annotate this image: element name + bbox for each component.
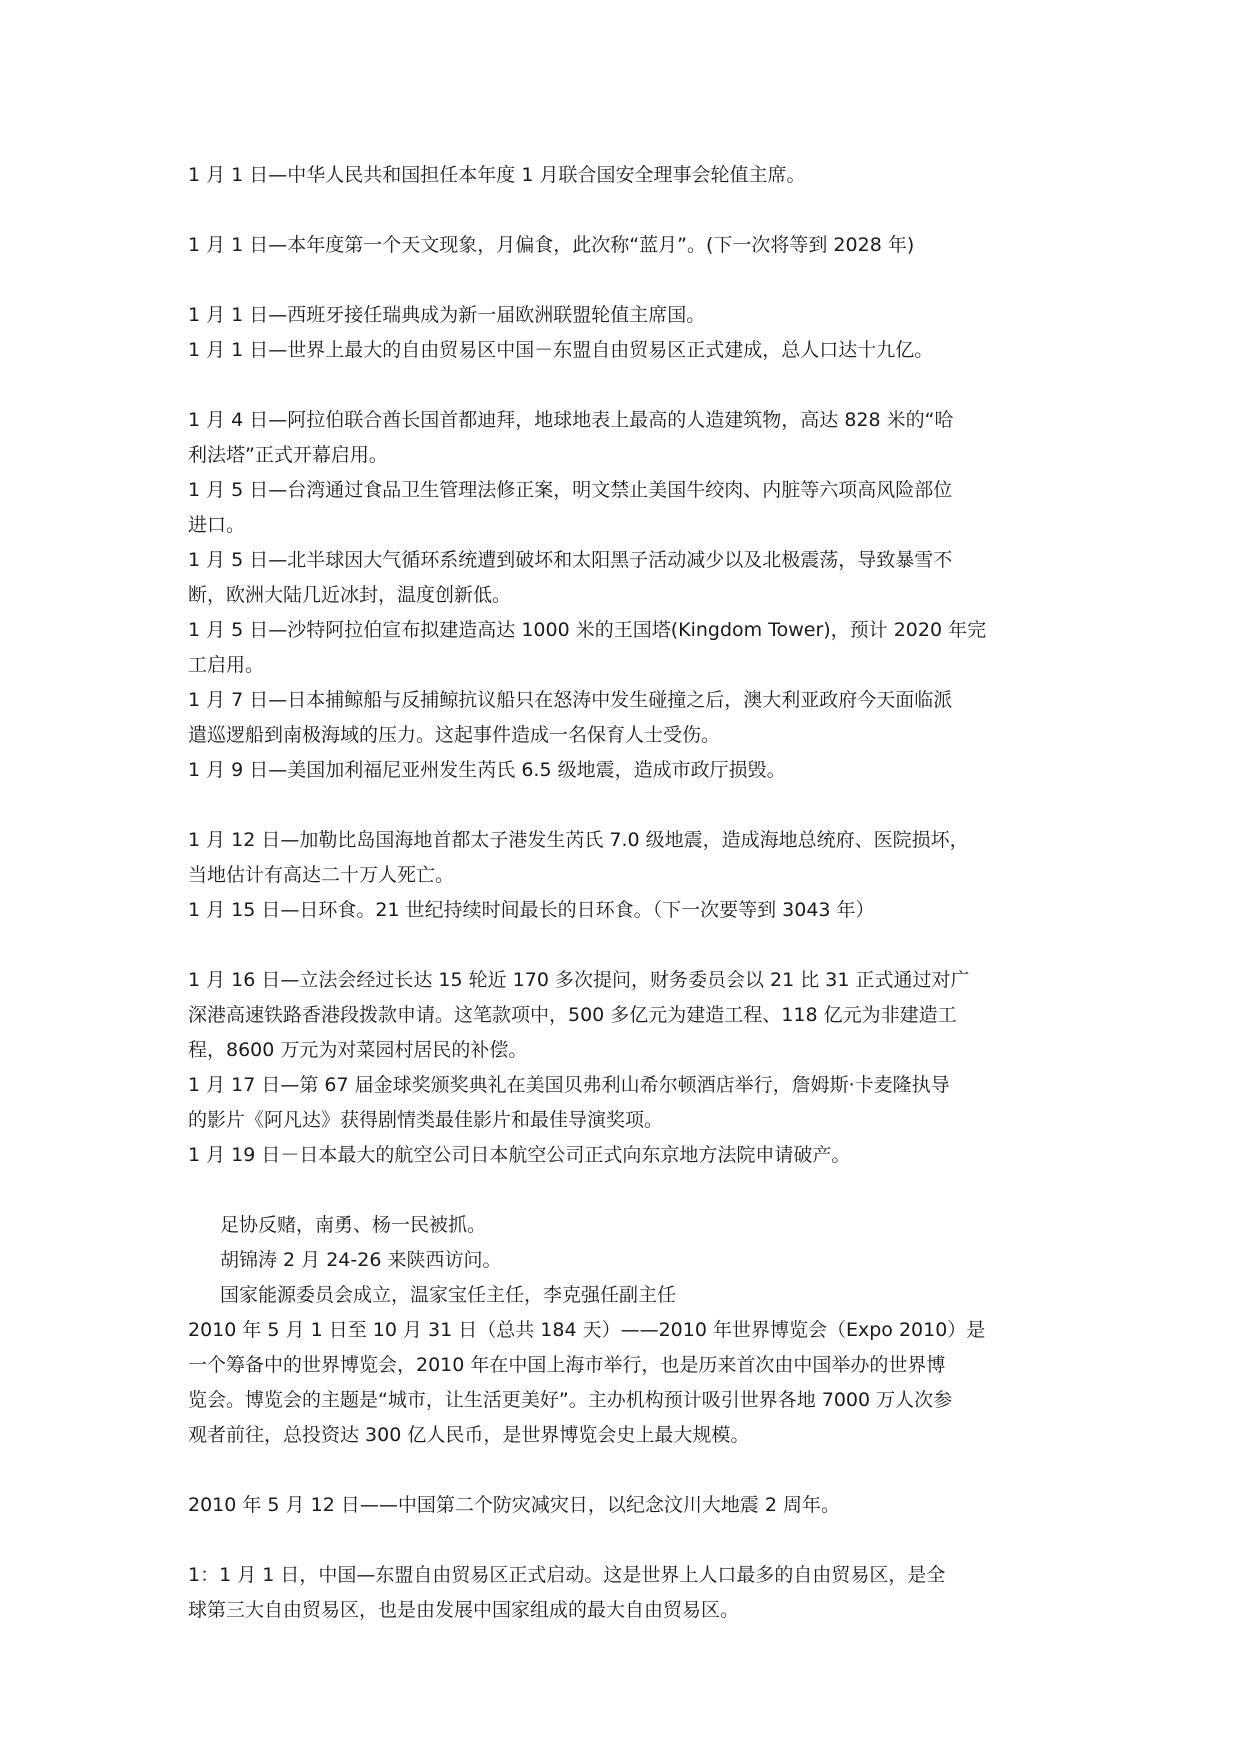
paragraph bbox=[188, 158, 1056, 193]
text-line: 1 月 7 日—日本捕鲸船与反捕鲸抗议船只在怒涛中发生碰撞之后，澳大利亚政府今天面临派 bbox=[188, 689, 953, 711]
paragraph bbox=[188, 823, 1056, 893]
paragraph bbox=[188, 963, 1056, 1068]
text-line: 1 月 4 日—阿拉伯联合酋长国首都迪拜，地球地表上最高的人造建筑物，高达 828 米的“哈 bbox=[188, 409, 954, 431]
paragraph bbox=[188, 1208, 1056, 1243]
text-line: 深港高速铁路香港段拨款申请。这笔款项中，500 多亿元为建造工程、118 亿元为非建造工 bbox=[188, 1004, 957, 1026]
paragraph bbox=[188, 893, 1056, 928]
paragraph bbox=[188, 1243, 1056, 1278]
text-line: 1 月 19 日－日本最大的航空公司日本航空公司正式向东京地方法院申请破产。 bbox=[188, 1144, 851, 1166]
text-line: 足协反赌，南勇、杨一民被抓。 bbox=[220, 1214, 487, 1236]
paragraph bbox=[188, 1278, 1056, 1313]
text-line: 当地估计有高达二十万人死亡。 bbox=[188, 864, 455, 886]
text-line: 1 月 17 日—第 67 届金球奖颁奖典礼在美国贝弗利山希尔顿酒店举行，詹姆斯·卡麦隆执导 bbox=[188, 1074, 950, 1096]
text-line: 览会。博览会的主题是“城市，让生活更美好”。主办机构预计吸引世界各地 7000 万人次参 bbox=[188, 1389, 953, 1411]
text-line: 1 月 16 日—立法会经过长达 15 轮近 170 多次提问，财务委员会以 21 比 31 正式通过对广 bbox=[188, 969, 970, 991]
paragraph bbox=[188, 1488, 1056, 1523]
paragraph bbox=[188, 333, 1056, 368]
text-line: 胡锦涛 2 月 24-26 来陕西访问。 bbox=[220, 1249, 502, 1271]
paragraph bbox=[188, 403, 1056, 473]
text-line: 1 月 5 日—沙特阿拉伯宣布拟建造高达 1000 米的王国塔(Kingdom Tower)，预计 2020 年完 bbox=[188, 619, 987, 641]
text-line: 1 月 1 日—本年度第一个天文现象，月偏食，此次称“蓝月”。(下一次将等到 2028 年) bbox=[188, 234, 915, 256]
text-line: 进口。 bbox=[188, 514, 246, 536]
text-line: 断，欧洲大陆几近冰封，温度创新低。 bbox=[188, 584, 512, 606]
paragraph bbox=[188, 473, 1056, 543]
text-line: 1 月 1 日—中华人民共和国担任本年度 1 月联合国安全理事会轮值主席。 bbox=[188, 164, 806, 186]
text-line: 工启用。 bbox=[188, 654, 265, 676]
text-line: 国家能源委员会成立，温家宝任主任，李克强任副主任 bbox=[220, 1284, 677, 1306]
text-line: 1 月 5 日—北半球因大气循环系统遭到破坏和太阳黑子活动减少以及北极震荡，导致暴雪不 bbox=[188, 549, 953, 571]
text-line: 球第三大自由贸易区，也是由发展中国家组成的最大自由贸易区。 bbox=[188, 1599, 740, 1621]
text-line: 1 月 1 日—西班牙接任瑞典成为新一届欧洲联盟轮值主席国。 bbox=[188, 304, 706, 326]
text-line: 1 月 9 日—美国加利福尼亚州发生芮氏 6.5 级地震，造成市政厅损毁。 bbox=[188, 759, 786, 781]
text-line: 程，8600 万元为对菜园村居民的补偿。 bbox=[188, 1039, 528, 1061]
paragraph bbox=[188, 683, 1056, 753]
paragraph bbox=[188, 1313, 1056, 1453]
text-line: 遣巡逻船到南极海域的压力。这起事件造成一名保育人士受伤。 bbox=[188, 724, 721, 746]
text-line: 1 月 5 日—台湾通过食品卫生管理法修正案，明文禁止美国牛绞肉、内脏等六项高风险部位 bbox=[188, 479, 953, 501]
text-line: 利法塔”正式开幕启用。 bbox=[188, 444, 388, 466]
paragraph bbox=[188, 228, 1056, 263]
text-line: 2010 年 5 月 12 日——中国第二个防灾减灾日，以纪念汶川大地震 2 周年。 bbox=[188, 1494, 840, 1516]
document-body bbox=[188, 158, 1056, 1628]
paragraph bbox=[188, 1138, 1056, 1173]
paragraph bbox=[188, 753, 1056, 788]
paragraph bbox=[188, 543, 1056, 613]
text-line: 1：1 月 1 日，中国—东盟自由贸易区正式启动。这是世界上人口最多的自由贸易区，是全 bbox=[188, 1564, 946, 1586]
text-line: 1 月 12 日—加勒比岛国海地首都太子港发生芮氏 7.0 级地震，造成海地总统府、医院损坏， bbox=[188, 829, 969, 851]
paragraph bbox=[188, 298, 1056, 333]
paragraph bbox=[188, 1068, 1056, 1138]
paragraph bbox=[188, 1558, 1056, 1628]
text-line: 2010 年 5 月 1 日至 10 月 31 日（总共 184 天）——2010 年世界博览会（Expo 2010）是 bbox=[188, 1319, 986, 1341]
text-line: 1 月 1 日—世界上最大的自由贸易区中国－东盟自由贸易区正式建成，总人口达十九亿。 bbox=[188, 339, 934, 361]
text-line: 1 月 15 日—日环食。21 世纪持续时间最长的日环食。（下一次要等到 3043 年） bbox=[188, 899, 875, 921]
paragraph bbox=[188, 613, 1056, 683]
text-line: 一个筹备中的世界博览会，2010 年在中国上海市举行，也是历来首次由中国举办的世界博 bbox=[188, 1354, 946, 1376]
text-line: 观者前往，总投资达 300 亿人民币，是世界博览会史上最大规模。 bbox=[188, 1424, 750, 1446]
text-line: 的影片《阿凡达》获得剧情类最佳影片和最佳导演奖项。 bbox=[188, 1109, 664, 1131]
